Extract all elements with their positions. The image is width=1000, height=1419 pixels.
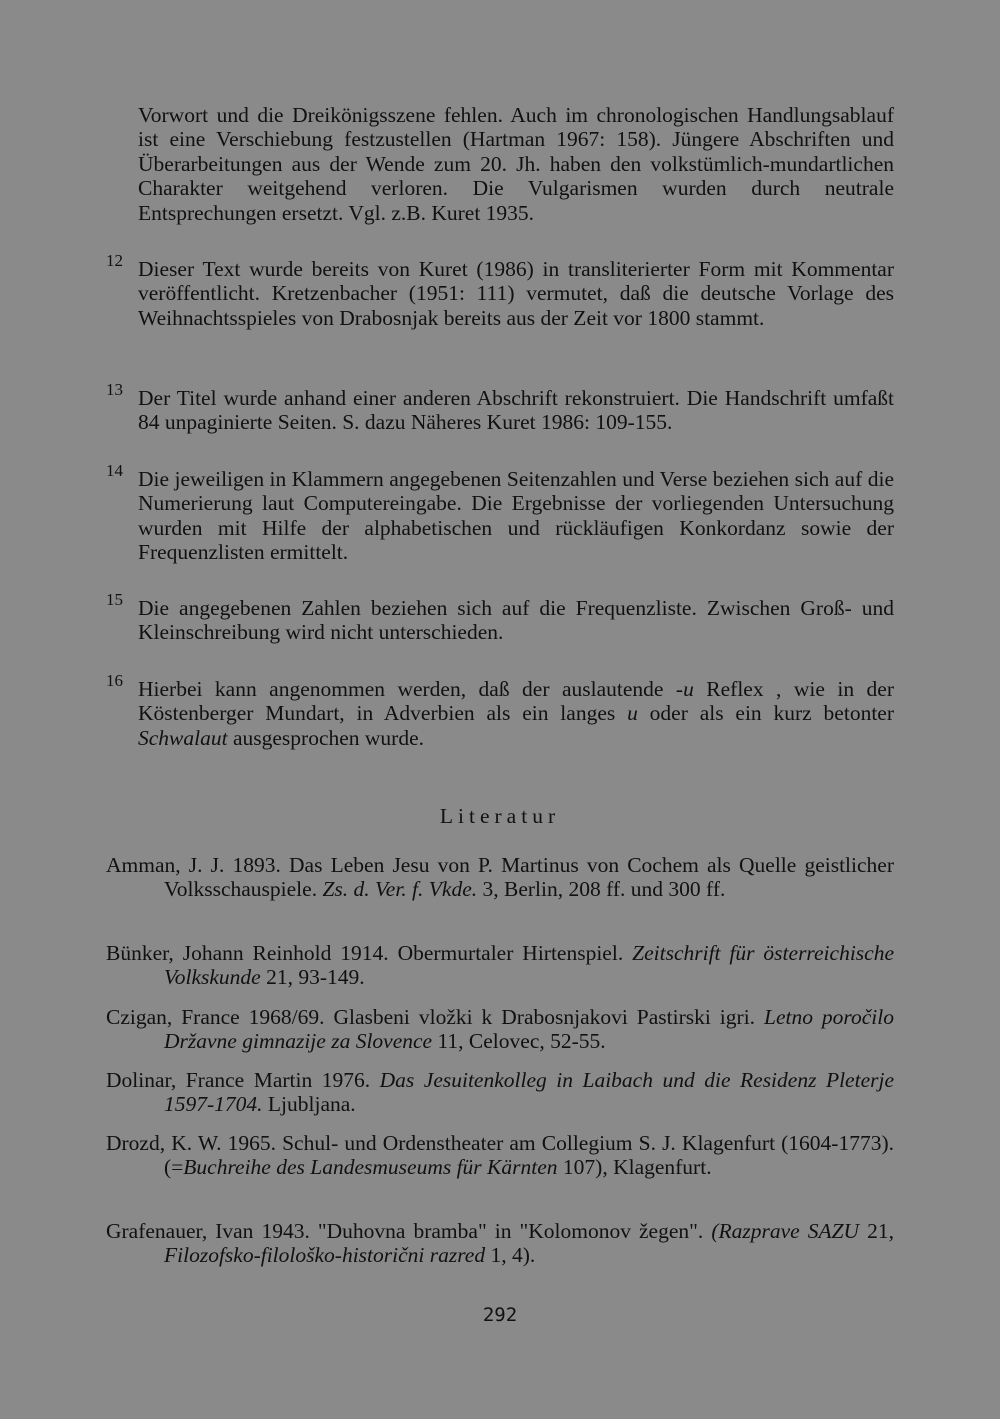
reference-czigan: Czigan, France 1968/69. Glasbeni vložki k Drabosnjakovi Pastirski igri. Letno poročilo Državne gimnazije za Slovence 11, Celovec, 52-55. bbox=[106, 1005, 894, 1054]
footnote-14 bbox=[106, 461, 894, 565]
footnote-number: 12 bbox=[106, 251, 123, 270]
footnote-text: Der Titel wurde anhand einer anderen Abschrift rekonstruiert. Die Handschrift umfaßt 84 unpaginierte Seiten. S. dazu Näheres Kuret 1986: 109-155. bbox=[138, 386, 894, 435]
reference-drozd: Drozd, K. W. 1965. Schul- und Ordenstheater am Collegium S. J. Klagenfurt (1604-1773). (=Buchreihe des Landesmuseums für Kärnten 107), Klagenfurt. bbox=[106, 1131, 894, 1180]
reference-amman: Amman, J. J. 1893. Das Leben Jesu von P. Martinus von Cochem als Quelle geistlicher Volksschauspiele. Zs. d. Ver. f. Vkde. 3, Berlin, 208 ff. und 300 ff. bbox=[106, 853, 894, 902]
footnote-text: Hierbei kann angenommen werden, daß der auslautende -u Reflex , wie in der Köstenberger Mundart, in Adverbien als ein langes u oder als ein kurz betonter Schwalaut ausgesprochen wurde. bbox=[138, 677, 895, 750]
footnote-text: Die jeweiligen in Klammern angegebenen Seitenzahlen und Verse beziehen sich auf die Numerierung laut Computereingabe. Die Ergebnisse der vorliegenden Untersuchung wurden mit Hilfe der alphabetischen und rückläufigen Konkordanz sowie der Frequenzlisten ermittelt. bbox=[138, 467, 894, 565]
reference-grafenauer: Grafenauer, Ivan 1943. "Duhovna bramba" in "Kolomonov žegen". (Razprave SAZU 21, Filozofsko-filološko-historični razred 1, 4). bbox=[106, 1219, 894, 1268]
reference-buenker: Bünker, Johann Reinhold 1914. Obermurtaler Hirtenspiel. Zeitschrift für österreichische Volkskunde 21, 93-149. bbox=[106, 941, 894, 990]
footnote-12 bbox=[106, 251, 894, 330]
footnote-16 bbox=[106, 671, 895, 750]
footnote-number: 13 bbox=[106, 380, 123, 399]
footnote-number: 15 bbox=[106, 590, 123, 609]
footnote-13 bbox=[106, 380, 894, 435]
footnote-text: Die angegebenen Zahlen beziehen sich auf die Frequenzliste. Zwischen Groß- und Kleinschreibung wird nicht unterschieden. bbox=[138, 596, 894, 645]
section-heading: Literatur bbox=[439, 804, 561, 828]
footnote-15 bbox=[106, 590, 894, 645]
footnote-number: 16 bbox=[106, 671, 123, 690]
footnote-text: Dieser Text wurde bereits von Kuret (1986) in transliterierter Form mit Kommentar veröffentlicht. Kretzenbacher (1951: 111) vermutet, daß die deutsche Vorlage des Weihnachtsspieles von Drabosnjak bereits aus der Zeit vor 1800 stammt. bbox=[138, 257, 894, 330]
intro-paragraph: Vorwort und die Dreikönigsszene fehlen. Auch im chronologischen Handlungsablauf ist eine Verschiebung festzustellen (Hartman 1967: 158). Jüngere Abschriften und Überarbeitungen aus der Wende zum 20. Jh. haben den volkstümlich-mundartlichen Charakter weitgehend verloren. Die Vulgarismen wurden durch neutrale Entsprechungen ersetzt. Vgl. z.B. Kuret 1935. bbox=[138, 103, 894, 225]
page-number: 292 bbox=[482, 1304, 518, 1326]
reference-dolinar: Dolinar, France Martin 1976. Das Jesuitenkolleg in Laibach und die Residenz Pleterje 1597-1704. Ljubljana. bbox=[106, 1068, 894, 1117]
footnote-number: 14 bbox=[106, 461, 123, 480]
